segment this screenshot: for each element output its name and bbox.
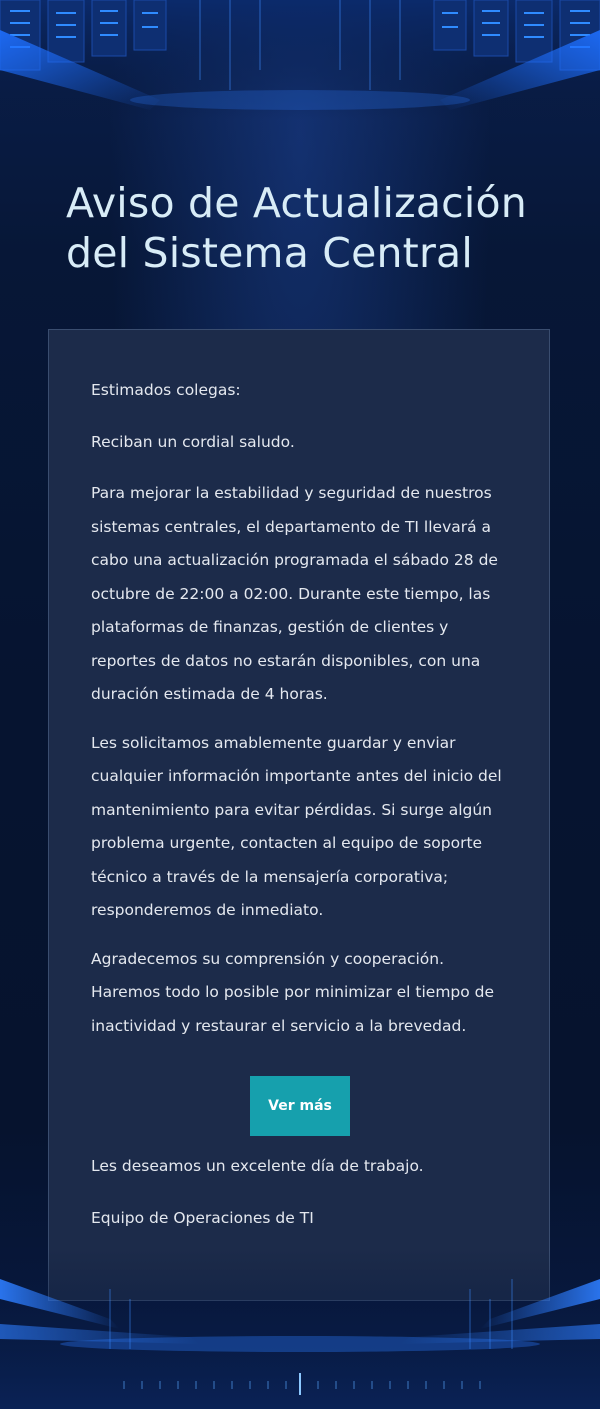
message-card (48, 329, 550, 1301)
signature-text: Equipo de Operaciones de TI (91, 1208, 314, 1227)
cta-container (91, 1076, 509, 1136)
paragraph-instructions: Les solicitamos amablemente guardar y enviar cualquier información importante antes del inicio del mantenimiento para evitar pérdidas. Si surge algún problema urgente, contacten al equipo de soporte técnico a través de la mensajería corporativa; responderemos de inmediato. (91, 733, 502, 919)
ver-mas-button[interactable]: Ver más (250, 1076, 350, 1136)
salutation-text: Reciban un cordial saludo. (91, 432, 295, 451)
server-room-footer-image (0, 1249, 600, 1409)
page-title: Aviso de Actualización del Sistema Central (66, 179, 527, 277)
greeting-text: Estimados colegas: (91, 381, 241, 399)
paragraph-maintenance-schedule: Para mejorar la estabilidad y seguridad de nuestros sistemas centrales, el departamento de TI llevará a cabo una actualización programada el sábado 28 de octubre de 22:00 a 02:00. Durante este tiempo, las plataformas de finanzas, gestión de clientes y reportes de datos no estarán disponibles, con una duración estimada de 4 horas. (91, 484, 498, 703)
server-room-header-image (0, 0, 600, 120)
closing-text: Les deseamos un excelente día de trabajo. (91, 1157, 424, 1175)
paragraph-thanks: Agradecemos su comprensión y cooperación. Haremos todo lo posible por minimizar el tiempo de inactividad y restaurar el servicio a la brevedad. (91, 949, 495, 1035)
message-body (49, 330, 549, 1235)
